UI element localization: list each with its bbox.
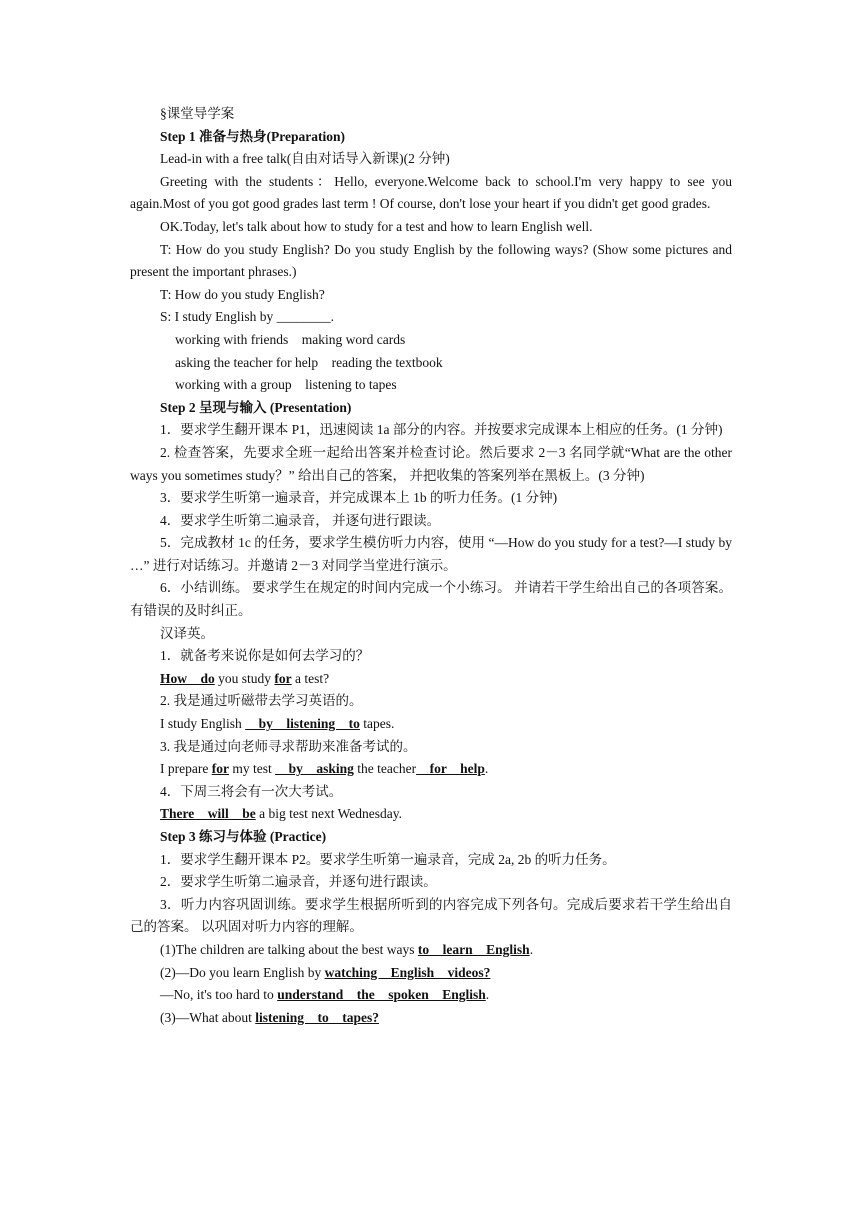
ok-line: OK.Today, let's talk about how to study for a test and how to learn English well. — [160, 218, 593, 234]
answer-blank: by listening to — [245, 716, 360, 732]
exercise-line: (1)The children are talking about the best ways to learn English. — [160, 941, 534, 957]
phrase-line: working with friends making word cards — [175, 331, 406, 347]
step3-item: 1．要求学生翻开课本 P2。要求学生听第一遍录音，完成 2a, 2b 的听力任务。 — [160, 851, 616, 867]
teacher-question-paragraph: T: How do you study English? Do you study English by the following ways? (Show some pictures and present the important phrases.) — [130, 241, 732, 280]
answer-blank: for help — [416, 761, 485, 777]
step2-item: 4．要求学生听第二遍录音， 并逐句进行跟读。 — [160, 512, 441, 528]
answer-line: How do you study for a test? — [160, 670, 330, 686]
step2-heading: Step 2 呈现与输入 (Presentation) — [160, 399, 352, 415]
step2-item: 1．要求学生翻开课本 P1，迅速阅读 1a 部分的内容。并按要求完成课本上相应的任务。(1 分钟) — [160, 422, 723, 438]
exercise-line: —No, it's too hard to understand the spoken English. — [160, 987, 490, 1003]
answer-blank: How do — [160, 670, 215, 686]
step2-item: 5．完成教材 1c 的任务，要求学生模仿听力内容，使用 “—How do you study for a test?—I study by …” 进行对话练习。并邀请 2－3 对同学当堂进行演示。 — [130, 535, 732, 573]
step3-item: 3．听力内容巩固训练。要求学生根据所听到的内容完成下列各句。完成后要求若干学生给出自己的答案。 以巩固对听力内容的理解。 — [130, 896, 732, 935]
answer-blank: for — [274, 670, 292, 686]
answer-blank: by asking — [275, 761, 354, 777]
answer-line: I prepare for my test by asking the teacher for help. — [160, 761, 489, 777]
question-cn: 2. 我是通过听磁带去学习英语的。 — [160, 693, 363, 709]
answer-blank: understand the spoken English — [277, 987, 486, 1003]
phrase-line: asking the teacher for help reading the textbook — [175, 354, 443, 370]
step1-heading: Step 1 准备与热身(Preparation) — [160, 128, 345, 144]
student-line: S: I study English by ________. — [160, 309, 335, 325]
answer-blank: There will be — [160, 806, 256, 822]
step3-heading: Step 3 练习与体验 (Practice) — [160, 829, 327, 844]
step2-item: 2. 检查答案，先要求全班一起给出答案并检查讨论。然后要求 2－3 名同学就“What are the other ways you sometimes study？” 给出自己的答案， 并把收集的答案列举在黑板上。(3 分钟) — [130, 444, 732, 483]
answer-line: There will be a big test next Wednesday. — [160, 806, 403, 822]
question-cn: 3. 我是通过向老师寻求帮助来准备考试的。 — [160, 738, 417, 754]
step3-item: 2．要求学生听第二遍录音，并逐句进行跟读。 — [160, 874, 437, 890]
greeting-paragraph: Greeting with the students：Hello, everyone.Welcome back to school.I'm very happy to see you again.Most of you got good grades last term ! Of course, don't lose your heart if you didn't get good grades. — [130, 173, 732, 212]
step2-item: 6．小结训练。 要求学生在规定的时间内完成一个小练习。 并请若干学生给出自己的各项答案。有错误的及时纠正。 — [130, 580, 732, 619]
exercise-line: (3)—What about listening to tapes? — [160, 1009, 379, 1025]
document-page — [130, 103, 732, 1029]
phrase-line: working with a group listening to tapes — [175, 377, 397, 393]
exercise-line: (2)—Do you learn English by watching English videos? — [160, 964, 491, 980]
leadin-line: Lead-in with a free talk(自由对话导入新课)(2 分钟) — [160, 151, 450, 167]
answer-blank: watching English videos? — [324, 964, 491, 980]
question-cn: 4．下周三将会有一次大考试。 — [160, 783, 343, 799]
question-cn: 1．就备考来说你是如何去学习的？ — [160, 648, 370, 664]
answer-blank: listening to tapes? — [255, 1009, 379, 1025]
answer-blank: to learn English — [417, 941, 530, 957]
answer-line: I study English by listening to tapes. — [160, 716, 395, 732]
teacher-line: T: How do you study English? — [160, 286, 325, 302]
section-title: §课堂导学案 — [160, 106, 235, 121]
step2-item: 3．要求学生听第一遍录音，并完成课本上 1b 的听力任务。(1 分钟) — [160, 490, 558, 506]
translate-title: 汉译英。 — [160, 625, 214, 641]
answer-blank: for — [211, 761, 229, 777]
